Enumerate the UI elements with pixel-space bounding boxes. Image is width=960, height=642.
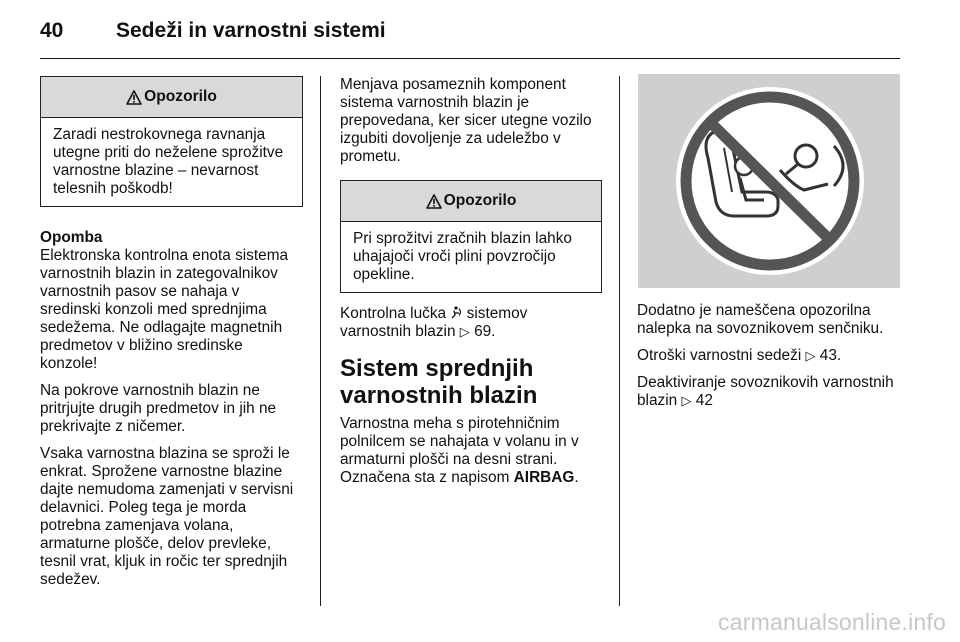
section-text-body: Varnostna meha s pirotehničnim polnilcem se nahajata v volanu in v armaturni plošči na desni strani. Označena sta z napisom — [340, 415, 579, 486]
child-seats-ref: 43. — [819, 347, 842, 364]
note-heading: Opomba — [40, 229, 103, 246]
deactivation-ref: 42 — [695, 392, 713, 409]
section-heading-front-airbags: Sistem sprednjih varnostnih blazin — [340, 355, 538, 409]
warning-title: Opozorilo — [144, 88, 217, 105]
warning-box-2 — [340, 180, 602, 293]
indicator-ref: 69. — [474, 323, 496, 340]
warning-text: Zaradi nestrokovnega ravnanja utegne priti do neželene sprožitve varnostne blazine – nevarnost telesnih poškodb! — [53, 126, 284, 197]
child-seat-warning-illustration — [638, 74, 900, 288]
paragraph-indicator — [340, 305, 602, 341]
indicator-text-b: sistemov varnostnih blazin — [340, 305, 528, 340]
column-2 — [340, 76, 602, 496]
airbag-label: AIRBAG — [513, 469, 575, 486]
header-rule — [40, 58, 900, 59]
page-reference-arrow-icon: ▷ — [459, 324, 470, 339]
section-text — [340, 415, 602, 487]
page-reference-arrow-icon: ▷ — [805, 348, 816, 363]
paragraph-component-change: Menjava posameznih komponent sistema varnostnih blazin je prepovedana, ker sicer utegne vozilo izgubiti dovoljenje za udeležbo v prometu. — [340, 76, 592, 165]
column-1 — [40, 76, 303, 598]
airbag-indicator-icon — [450, 305, 466, 322]
warning-triangle-icon — [126, 90, 142, 105]
paragraph-child-seats — [637, 347, 907, 365]
indicator-text-a: Kontrolna lučka — [340, 305, 447, 322]
page-number: 40 — [40, 19, 64, 42]
warning-title: Opozorilo — [443, 192, 517, 209]
no-child-seat-airbag-warning-icon — [638, 74, 900, 288]
page-reference-arrow-icon: ▷ — [681, 393, 692, 408]
paragraph-airbag-deploy-once: Vsaka varnostna blazina se sproži le enkrat. Sprožene varnostne blazine dajte nemudoma zamenjati v servisni delavnici. Poleg tega je morda potrebna zamenjava volana, armaturne plošče, delov prevleke, tesnil vrat, kljuk in ročic ter sprednjih sedežev. — [40, 445, 294, 588]
note-text: Elektronska kontrolna enota sistema varnostnih blazin in zategovalnikov varnostnih pasov se nahaja v sredinski konzoli med sprednjima sedežema. Ne odlagajte magnetnih predmetov v bližino sredinske konzole! — [40, 247, 289, 372]
column-divider-2 — [619, 76, 620, 606]
paragraph-deactivation — [637, 374, 907, 410]
warning-box-header — [41, 77, 302, 118]
paragraph-airbag-covers: Na pokrove varnostnih blazin ne pritrjujte drugih predmetov in jih ne prekrivajte z ničemer. — [40, 382, 277, 435]
deactivation-text: Deaktiviranje sovoznikovih varnostnih blazin — [637, 374, 894, 409]
warning-box-1 — [40, 76, 303, 207]
column-divider-1 — [320, 76, 321, 606]
warning-text: Pri sprožitvi zračnih blazin lahko uhajajoči vroči plini povzročijo opekline. — [353, 230, 572, 283]
warning-triangle-icon — [426, 194, 442, 209]
section-text-end: . — [574, 469, 579, 486]
child-seats-text: Otroški varnostni sedeži — [637, 347, 802, 364]
warning-box-header — [341, 181, 601, 222]
page-title: Sedeži in varnostni sistemi — [116, 19, 386, 42]
paragraph-warning-label: Dodatno je nameščena opozorilna nalepka na sovoznikovem senčniku. — [637, 302, 884, 337]
page-header — [40, 16, 386, 46]
watermark: carmanualsonline.info — [718, 609, 946, 635]
column-3 — [637, 302, 907, 419]
